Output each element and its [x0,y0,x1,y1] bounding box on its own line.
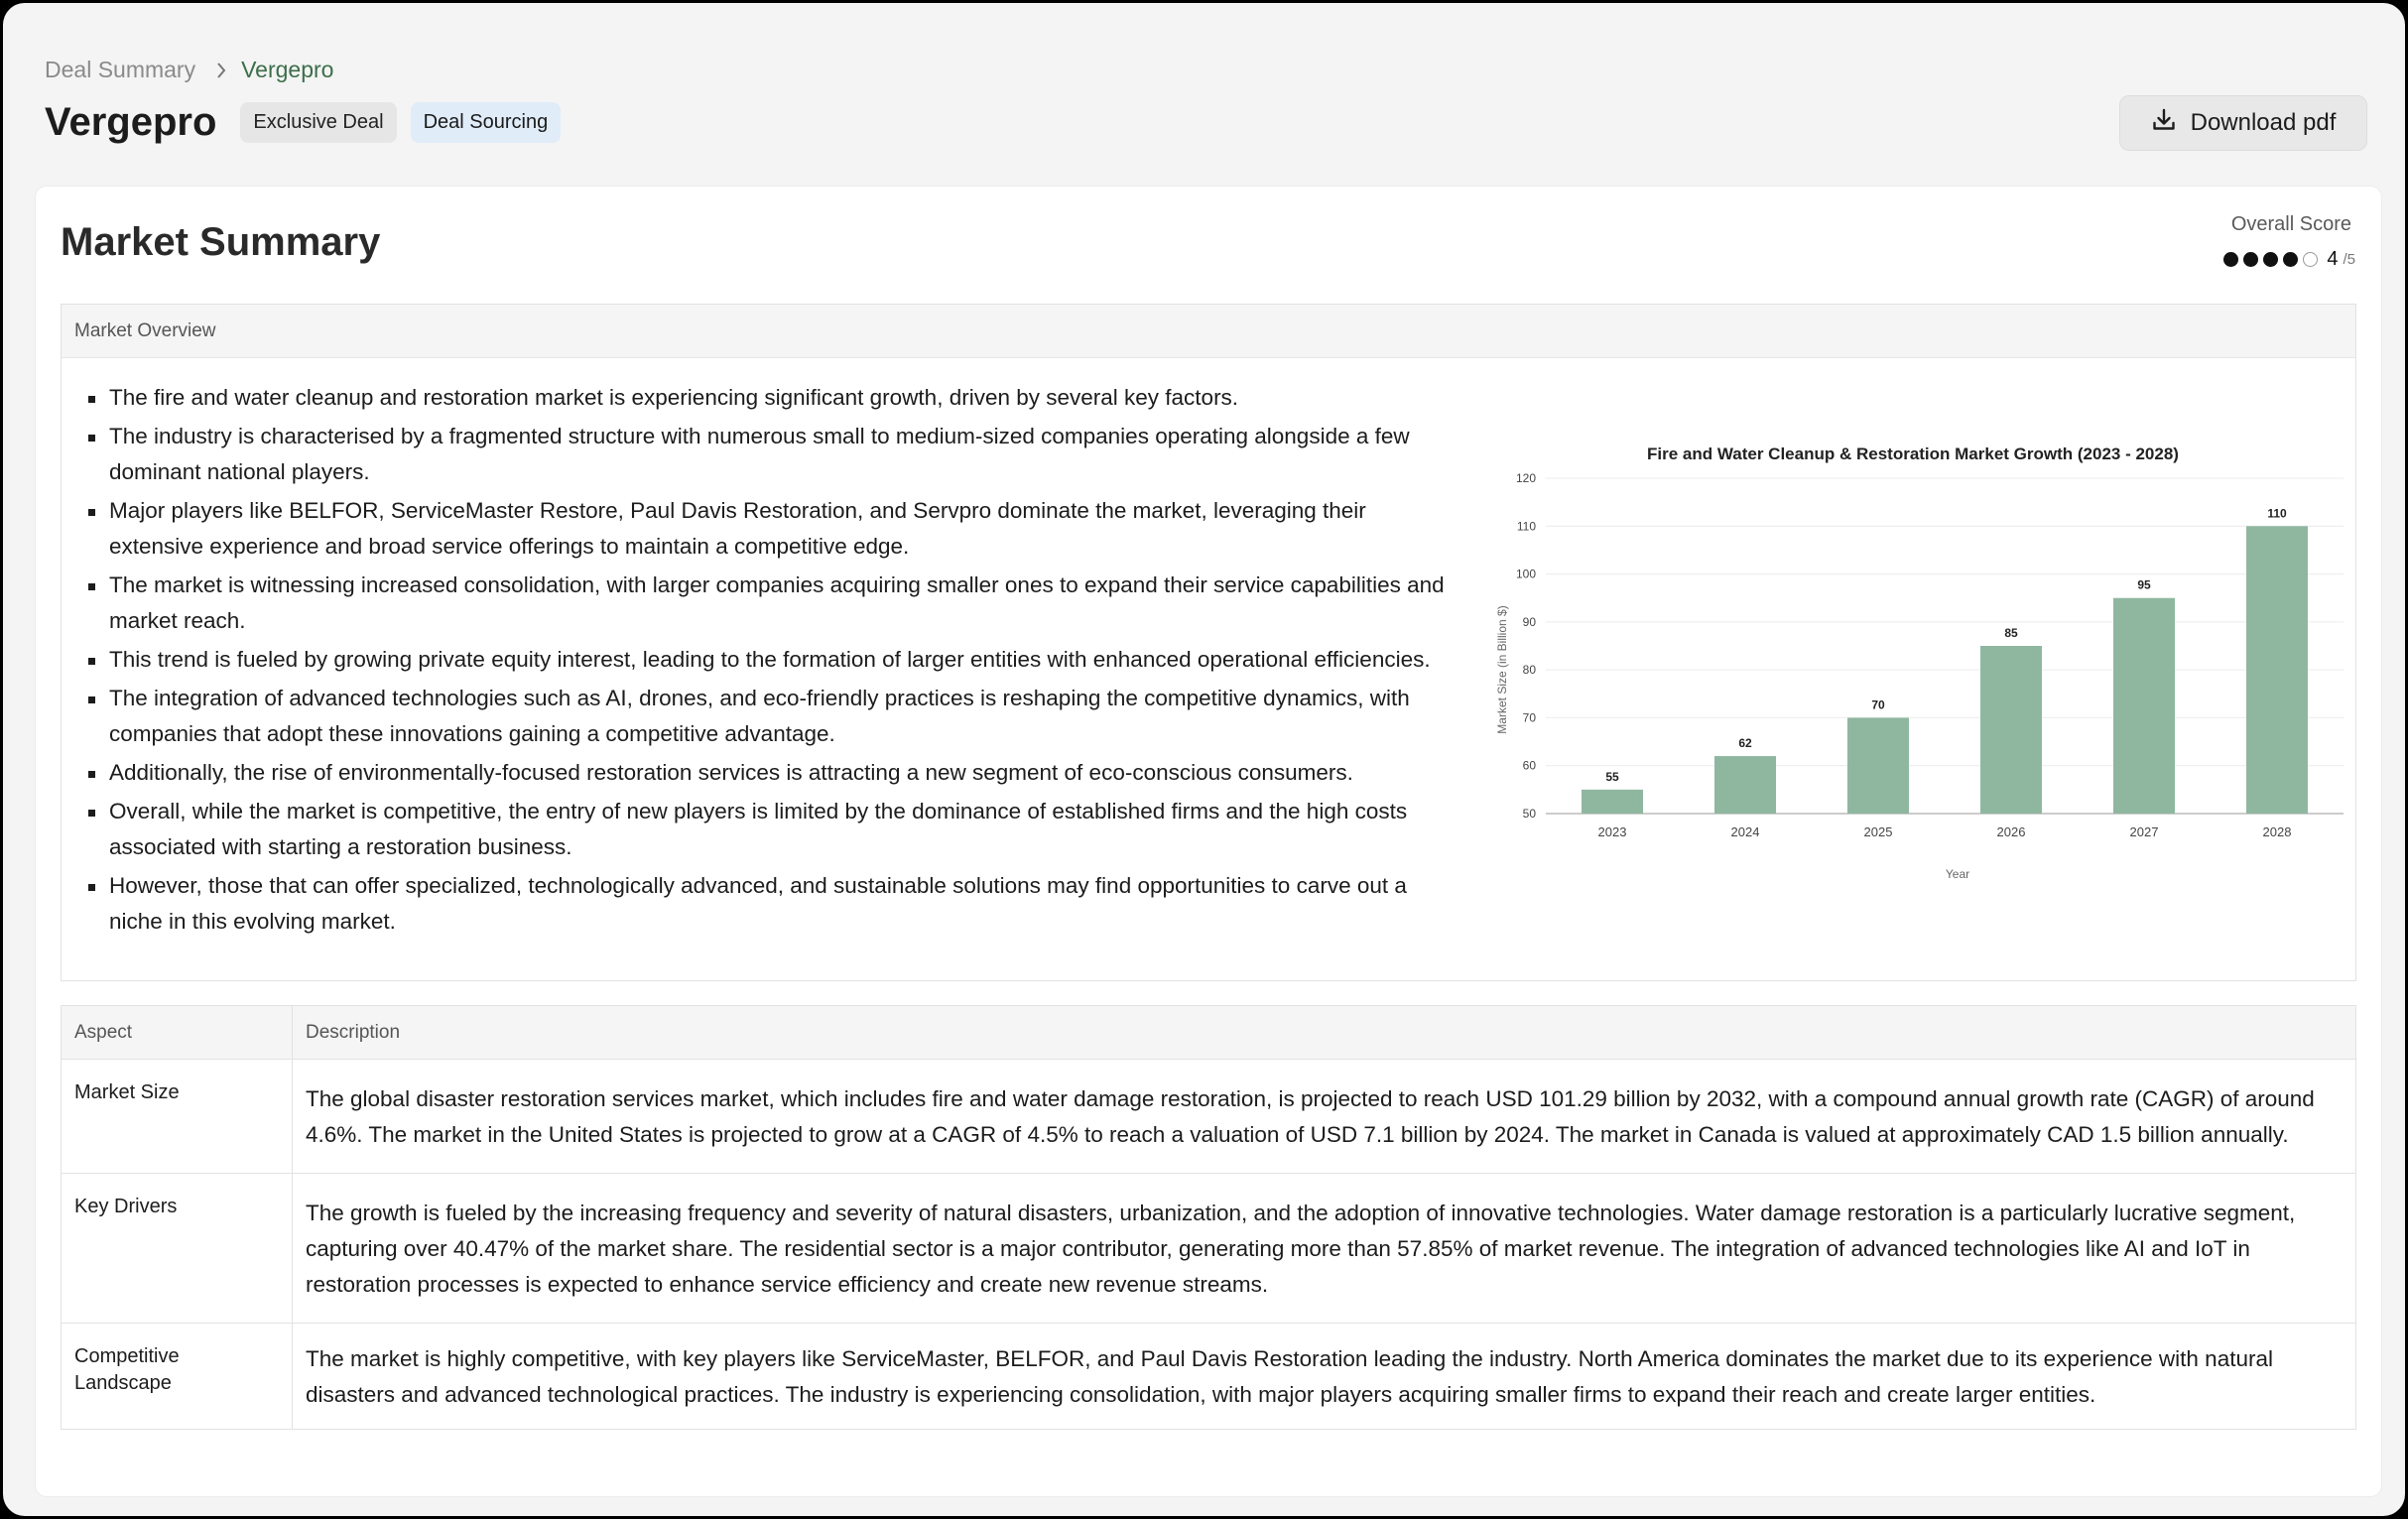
chart-x-tick-label: 2024 [1730,824,1760,839]
chart-x-tick-label: 2023 [1597,824,1627,839]
chart-data-label: 55 [1605,769,1619,784]
download-pdf-label: Download pdf [2190,109,2337,136]
score-value: 4 [2327,248,2339,270]
list-item: However, those that can offer specialized, technologically advanced, and sustainable solutions may find opportunities to carve out a niche in this evolving market. [85,868,1451,940]
description-cell: The market is highly competitive, with key players like ServiceMaster, BELFOR, and Paul Davis Restoration leading the industry. North America dominates the market due to its experience with natural disasters and advanced technological practices. The industry is experiencing consolidation, with major players acquiring smaller firms to expand their reach and create larger entities. [293,1324,2356,1430]
score-dot-empty [2303,252,2318,267]
list-item: The fire and water cleanup and restoration market is experiencing significant growth, driven by several key factors. [85,380,1451,416]
description-cell: The growth is fueled by the increasing frequency and severity of natural disasters, urbanization, and the adoption of innovative technologies. Water damage restoration is a particularly lucrative segment, capturing over 40.47% of the market share. The residential sector is a major contributor, generating more than 57.85% of market revenue. The integration of advanced technologies like AI and IoT in restoration processes is expected to enhance service efficiency and create new revenue streams. [293,1174,2356,1324]
score-dot-filled [2243,252,2258,267]
chart-data-label: 95 [2137,577,2151,592]
list-item: This trend is fueled by growing private equity interest, leading to the formation of larger entities with enhanced operational efficiencies. [85,642,1451,678]
app-window [3,3,2405,1516]
table-header-row [62,1006,2356,1060]
chart-y-tick-label: 110 [1516,519,1536,534]
chevron-right-icon [215,62,227,79]
table-row [62,1324,2356,1430]
chart-y-tick-label: 90 [1522,614,1536,629]
chart-bar-2024 [1714,756,1776,814]
list-item: Additionally, the rise of environmentally-focused restoration services is attracting a new segment of eco-conscious consumers. [85,755,1451,791]
aspect-cell: Key Drivers [62,1174,293,1324]
list-item: Overall, while the market is competitive, the entry of new players is limited by the dominance of established firms and the high costs associated with starting a restoration business. [85,794,1451,865]
section-title: Market Summary [61,220,381,264]
market-summary-card [35,186,2382,1497]
score-max: /5 [2343,251,2355,268]
title-row [45,100,561,145]
chart-y-tick-label: 60 [1522,758,1536,773]
list-item: The market is witnessing increased consolidation, with larger companies acquiring smaller ones to expand their service capabilities and market reach. [85,568,1451,639]
chart-data-label: 110 [2267,506,2287,521]
chart-x-tick-label: 2028 [2262,824,2292,839]
list-item: Major players like BELFOR, ServiceMaster Restore, Paul Davis Restoration, and Servpro dominate the market, leveraging their extensive experience and broad service offerings to maintain a competitive edge. [85,493,1451,565]
chart-title: Fire and Water Cleanup & Restoration Market Growth (2023 - 2028) [1647,444,2179,463]
download-pdf-button[interactable] [2119,95,2367,151]
chart-y-tick-label: 120 [1515,471,1536,485]
chart-x-tick-label: 2027 [2129,824,2159,839]
overview-bullet-list [85,380,1451,943]
download-icon [2151,107,2177,140]
market-overview-panel [61,304,2356,981]
score-dot-filled [2223,252,2238,267]
chart-y-axis-label: Market Size (in Billion $) [1495,605,1509,734]
market-overview-title: Market Overview [62,305,2355,358]
chart-x-axis-label: Year [1945,867,1970,881]
overall-score-rating [2223,248,2355,271]
breadcrumb [45,57,333,83]
page-title: Vergepro [45,100,217,144]
chart-x-tick-label: 2026 [1996,824,2026,839]
chart-bar-2026 [1980,646,2042,814]
chart-bar-2025 [1847,717,1909,814]
chart-bar-2028 [2246,526,2308,814]
chart-x-tick-label: 2025 [1863,824,1893,839]
score-dot-filled [2263,252,2278,267]
chart-bar-2027 [2113,598,2175,814]
chart-y-tick-label: 70 [1522,710,1536,725]
overall-score-label: Overall Score [2230,213,2351,235]
chart-y-tick-label: 100 [1515,567,1536,581]
header-description: Description [293,1006,2356,1060]
header-aspect: Aspect [62,1006,293,1060]
aspect-cell: Market Size [62,1060,293,1174]
chart-data-label: 85 [2004,626,2018,640]
list-item: The integration of advanced technologies such as AI, drones, and eco-friendly practices is reshaping the competitive dynamics, with companies that adopt these innovations gaining a competitive advantage. [85,681,1451,752]
description-cell: The global disaster restoration services market, which includes fire and water damage restoration, is projected to reach USD 101.29 billion by 2032, with a compound annual growth rate (CAGR) of around 4.6%. The market in the United States is projected to grow at a CAGR of 4.5% to reach a valuation of USD 7.1 billion by 2024. The market in Canada is valued at approximately CAD 1.5 billion annually. [293,1060,2356,1174]
market-growth-chart [1490,442,2344,898]
chart-y-tick-label: 80 [1522,663,1536,678]
tag-deal-sourcing: Deal Sourcing [411,102,562,143]
chart-data-label: 62 [1738,736,1752,751]
tag-exclusive-deal: Exclusive Deal [240,102,396,143]
chart-data-label: 70 [1871,697,1885,712]
list-item: The industry is characterised by a fragmented structure with numerous small to medium-sized companies operating alongside a few dominant national players. [85,419,1451,490]
breadcrumb-current: Vergepro [241,57,334,82]
breadcrumb-deal-summary[interactable]: Deal Summary [45,57,196,82]
score-dot-filled [2283,252,2298,267]
aspect-table [61,1005,2356,1430]
table-row [62,1060,2356,1174]
chart-y-tick-label: 50 [1522,807,1536,821]
chart-bar-2023 [1582,790,1643,814]
aspect-cell: Competitive Landscape [62,1324,293,1430]
table-row [62,1174,2356,1324]
